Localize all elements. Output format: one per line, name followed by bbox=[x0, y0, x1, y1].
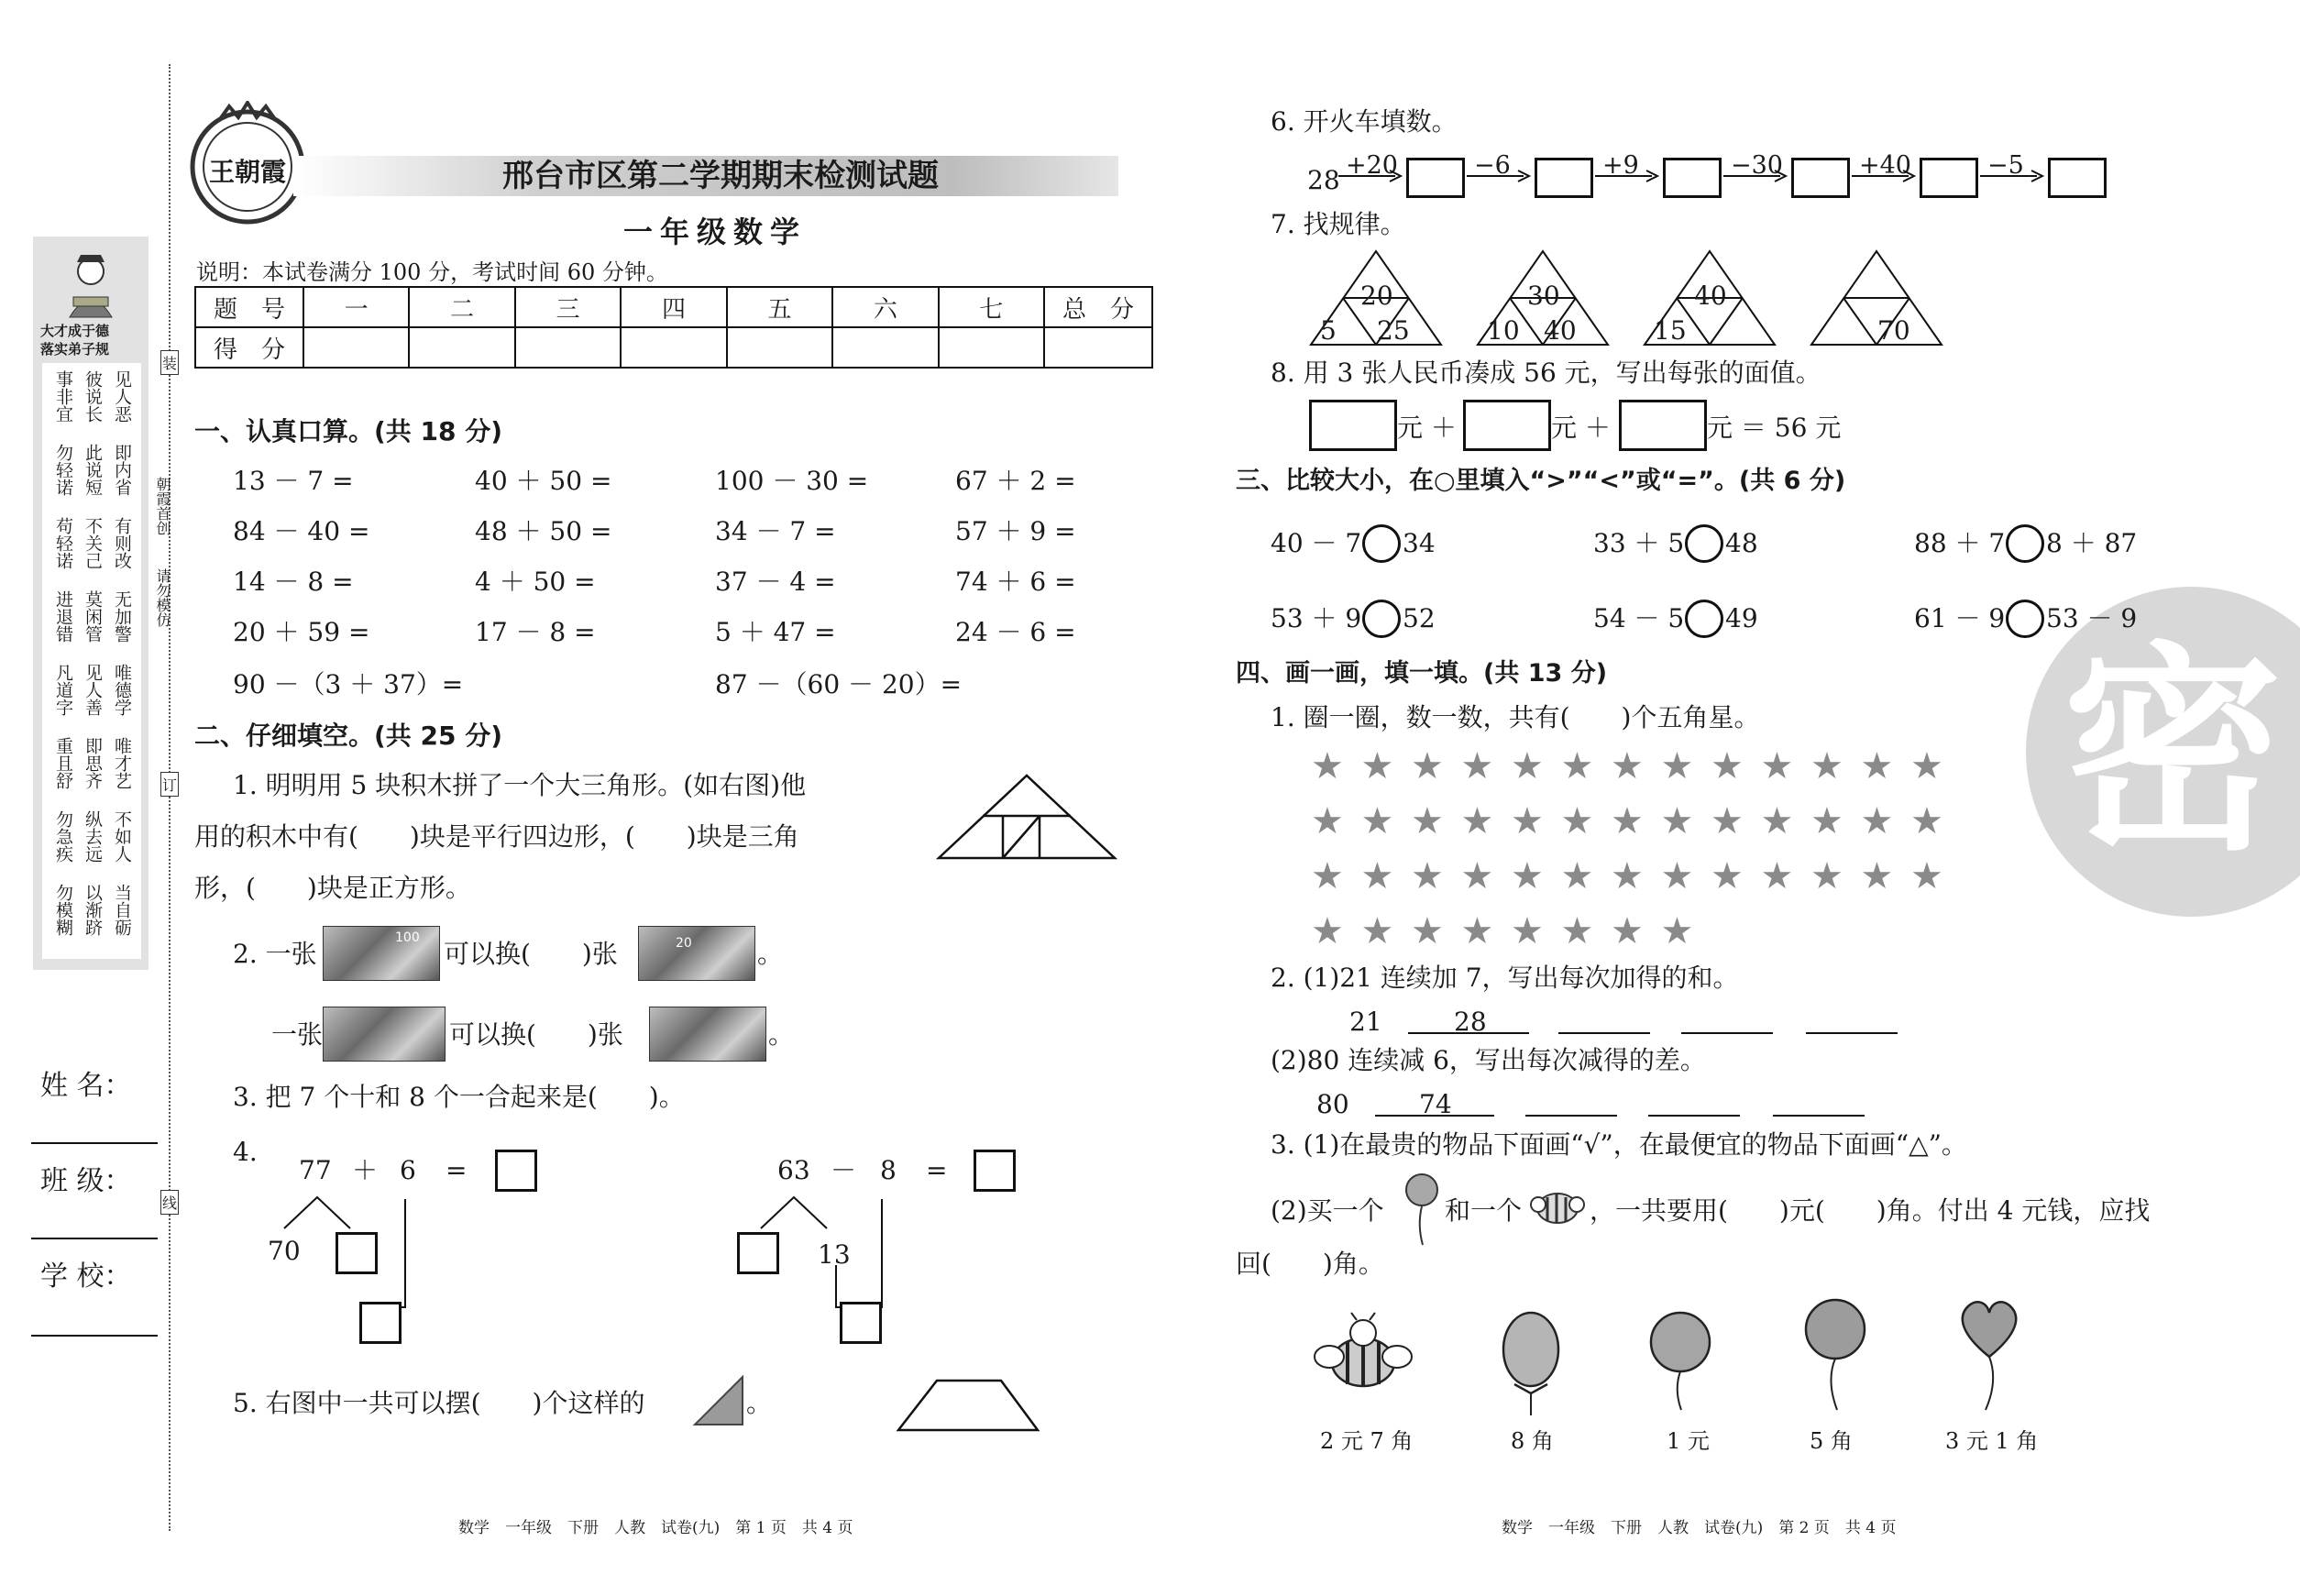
shop-question-b-4: 回( )角。 bbox=[1236, 1249, 1384, 1279]
calc-item: 20 ＋ 59 = bbox=[233, 617, 370, 647]
compare-circle[interactable] bbox=[2006, 600, 2044, 638]
motto-column: 即思齐 bbox=[83, 737, 103, 789]
star-icon: ★ bbox=[1560, 855, 1594, 897]
star-icon: ★ bbox=[1810, 800, 1843, 842]
star-icon: ★ bbox=[1660, 910, 1694, 952]
motto-column: 唯才艺 bbox=[112, 737, 132, 789]
seal-char-2: 订 bbox=[160, 772, 179, 797]
q8-unit-1: 元 ＋ bbox=[1397, 413, 1457, 443]
q1-line-1: 1. 明明用 5 块积木拼了一个大三角形。(如右图)他 bbox=[233, 770, 807, 800]
seq-a-blank[interactable] bbox=[1806, 1032, 1898, 1034]
bee-icon bbox=[1525, 1177, 1590, 1232]
train-arrow bbox=[1722, 163, 1789, 189]
dotted-binding-line bbox=[169, 64, 171, 1531]
price-label: 8 角 bbox=[1511, 1428, 1554, 1454]
compare-circle[interactable] bbox=[2006, 524, 2044, 563]
compare-left: 61 － 9 bbox=[1914, 603, 2006, 633]
star-icon: ★ bbox=[1810, 855, 1843, 897]
star-icon: ★ bbox=[1611, 855, 1644, 897]
train-box[interactable] bbox=[1920, 158, 1978, 198]
star-icon: ★ bbox=[1910, 800, 1943, 842]
score-header-cell: 四 bbox=[621, 287, 726, 327]
section-2-heading: 二、仔细填空。(共 25 分) bbox=[194, 721, 503, 751]
price-label: 3 元 1 角 bbox=[1945, 1428, 2039, 1454]
compare-right: 49 bbox=[1725, 603, 1758, 633]
flower-balloon-item-icon bbox=[1639, 1302, 1722, 1415]
q8-text: 8. 用 3 张人民币凑成 56 元，写出每张的面值。 bbox=[1271, 358, 1821, 388]
banknote-20-icon: 20 bbox=[638, 926, 755, 981]
star-icon: ★ bbox=[1511, 800, 1544, 842]
q2-line1-middle: 可以换( )张 bbox=[444, 939, 618, 969]
seq-question-b: (2)80 连续减 6，写出每次减得的差。 bbox=[1271, 1045, 1706, 1075]
seq-b-blank[interactable] bbox=[1773, 1115, 1865, 1117]
star-icon: ★ bbox=[1360, 855, 1394, 897]
train-operation: −5 bbox=[1987, 151, 2024, 180]
motto-column: 不关己 bbox=[83, 517, 103, 569]
motto-line-1: 大才成于德 bbox=[40, 323, 110, 339]
motto-column: 莫闲管 bbox=[83, 590, 103, 643]
star-icon: ★ bbox=[1411, 745, 1444, 787]
q4a-num1: 77 bbox=[299, 1155, 332, 1185]
right-triangle-tile-icon bbox=[691, 1373, 746, 1432]
compare-circle[interactable] bbox=[1362, 600, 1401, 638]
q4a-op: ＋ bbox=[352, 1155, 379, 1185]
q4b-result-box[interactable] bbox=[840, 1302, 882, 1344]
q4a-num2: 6 bbox=[400, 1155, 416, 1185]
seq-a-blank[interactable] bbox=[1681, 1032, 1773, 1034]
q8-box-1[interactable] bbox=[1309, 400, 1397, 451]
triangle-right-number: 40 bbox=[1544, 315, 1577, 346]
score-header-cell: 六 bbox=[832, 287, 938, 327]
compare-left: 33 ＋ 5 bbox=[1593, 528, 1685, 558]
train-arrow bbox=[1593, 163, 1661, 189]
triangle-top-number: 40 bbox=[1694, 281, 1727, 311]
compare-right: 48 bbox=[1725, 528, 1758, 558]
q8-unit-2: 元 ＋ bbox=[1551, 413, 1611, 443]
motto-column: 此说短 bbox=[83, 444, 103, 496]
calc-item: 5 ＋ 47 = bbox=[715, 617, 836, 647]
star-question: 1. 圈一圈，数一数，共有( )个五角星。 bbox=[1271, 702, 1760, 732]
side-note-1: 朝霞首创 bbox=[154, 477, 171, 535]
trapezoid-figure bbox=[895, 1375, 1041, 1437]
triangle-right-number: 25 bbox=[1377, 315, 1410, 346]
q3-text: 3. 把 7 个十和 8 个一合起来是( )。 bbox=[233, 1082, 685, 1112]
train-operation: +40 bbox=[1859, 151, 1911, 180]
score-table bbox=[194, 286, 1153, 369]
motto-column: 苟轻诺 bbox=[53, 517, 73, 569]
star-icon: ★ bbox=[1711, 855, 1744, 897]
train-arrow bbox=[1465, 163, 1533, 189]
calc-item: 13 － 7 = bbox=[233, 466, 354, 496]
school-field-label: 学 校： bbox=[40, 1260, 132, 1293]
score-cell[interactable] bbox=[515, 327, 621, 368]
calc-item: 74 ＋ 6 = bbox=[955, 567, 1076, 597]
banknote-100-icon: 100 bbox=[323, 926, 440, 981]
q8-box-2[interactable] bbox=[1463, 400, 1551, 451]
motto-column: 事非宜 bbox=[53, 370, 73, 423]
train-start: 28 bbox=[1307, 165, 1340, 195]
motto-column: 勿急疾 bbox=[53, 810, 73, 863]
round-balloon-icon bbox=[1799, 1293, 1872, 1415]
q4b-num2: 8 bbox=[880, 1155, 897, 1185]
train-box[interactable] bbox=[2048, 158, 2107, 198]
q5-text: 5. 右图中一共可以摆( )个这样的 bbox=[233, 1388, 645, 1418]
exam-title: 邢台市区第二学期期末检测试题 bbox=[502, 158, 939, 194]
star-icon: ★ bbox=[1611, 800, 1644, 842]
compare-right: 52 bbox=[1403, 603, 1436, 633]
q4a-eq: = bbox=[446, 1155, 468, 1185]
q4b-num1: 63 bbox=[777, 1155, 810, 1185]
seq-b-blank[interactable] bbox=[1648, 1115, 1740, 1117]
star-icon: ★ bbox=[1611, 910, 1644, 952]
section-4-heading: 四、画一画，填一填。(共 13 分) bbox=[1236, 659, 1608, 688]
motto-column: 唯德学 bbox=[112, 664, 132, 716]
star-icon: ★ bbox=[1311, 910, 1344, 952]
score-cell[interactable] bbox=[409, 327, 514, 368]
compare-left: 53 ＋ 9 bbox=[1271, 603, 1362, 633]
q8-unit-3: 元 ＝ 56 元 bbox=[1707, 413, 1842, 443]
motto-column: 不如人 bbox=[112, 810, 132, 863]
motto-column: 即内省 bbox=[112, 444, 132, 496]
heart-balloon-icon bbox=[1953, 1293, 2026, 1415]
star-icon: ★ bbox=[1860, 800, 1894, 842]
train-arrow bbox=[1978, 163, 2046, 189]
calc-item: 100 － 30 = bbox=[715, 466, 869, 496]
q4a-answer-box[interactable] bbox=[495, 1150, 537, 1192]
q4-label: 4. bbox=[233, 1137, 258, 1167]
star-icon: ★ bbox=[1460, 910, 1494, 952]
motto-column: 纵去远 bbox=[83, 810, 103, 863]
motto-column: 以渐跻 bbox=[83, 884, 103, 936]
motto-column: 见人恶 bbox=[112, 370, 132, 423]
score-header-cell: 总 分 bbox=[1044, 287, 1152, 327]
shop-question-a: 3. (1)在最贵的物品下面画“√”，在最便宜的物品下面画“△”。 bbox=[1271, 1129, 1967, 1160]
flower-balloon-icon bbox=[1401, 1170, 1443, 1250]
price-label: 5 角 bbox=[1810, 1428, 1853, 1454]
shop-question-b-1: (2)买一个 bbox=[1271, 1195, 1384, 1226]
q6-text: 6. 开火车填数。 bbox=[1271, 106, 1458, 137]
motto-line-2: 落实弟子规 bbox=[40, 341, 110, 358]
seal-char-1: 装 bbox=[160, 350, 179, 375]
motto-column: 重且舒 bbox=[53, 737, 73, 789]
q5-end: 。 bbox=[746, 1388, 773, 1418]
star-icon: ★ bbox=[1560, 745, 1594, 787]
motto-column: 彼说长 bbox=[83, 370, 103, 423]
section-3-heading: 三、比较大小，在○里填入“>”“<”或“=”。(共 6 分) bbox=[1236, 467, 1846, 495]
star-icon: ★ bbox=[1560, 800, 1594, 842]
train-operation: +20 bbox=[1346, 151, 1398, 180]
star-icon: ★ bbox=[1360, 910, 1394, 952]
triangle-top-number: 20 bbox=[1360, 281, 1393, 311]
exam-note: 说明：本试卷满分 100 分，考试时间 60 分钟。 bbox=[196, 259, 668, 285]
compare-right: 53 － 9 bbox=[2046, 603, 2138, 633]
price-label: 1 元 bbox=[1667, 1428, 1710, 1454]
train-operation: +9 bbox=[1602, 151, 1639, 180]
star-icon: ★ bbox=[1411, 910, 1444, 952]
star-icon: ★ bbox=[1860, 745, 1894, 787]
subject-title: 一年级数学 bbox=[623, 215, 808, 249]
q2-line1-end: 。 bbox=[757, 939, 784, 969]
score-header-cell: 五 bbox=[727, 287, 832, 327]
seq-a-blank[interactable] bbox=[1558, 1032, 1650, 1034]
star-icon: ★ bbox=[1360, 745, 1394, 787]
motto-text-box bbox=[42, 363, 141, 959]
score-cell[interactable] bbox=[832, 327, 938, 368]
star-icon: ★ bbox=[1760, 745, 1794, 787]
triangle-left-number: 5 bbox=[1320, 315, 1337, 346]
star-icon: ★ bbox=[1460, 800, 1494, 842]
shop-question-b-3: ，一共要用( )元( )角。付出 4 元钱，应找 bbox=[1590, 1195, 2151, 1226]
train-box[interactable] bbox=[1791, 158, 1850, 198]
train-arrow bbox=[1850, 163, 1918, 189]
motto-column: 无加警 bbox=[112, 590, 132, 643]
calc-item: 4 ＋ 50 = bbox=[475, 567, 596, 597]
motto-column: 有则改 bbox=[112, 517, 132, 569]
star-icon: ★ bbox=[1311, 800, 1344, 842]
score-cell[interactable] bbox=[727, 327, 832, 368]
seq-a-start: 21 bbox=[1349, 1007, 1382, 1037]
star-icon: ★ bbox=[1411, 855, 1444, 897]
calc-item: 14 － 8 = bbox=[233, 567, 354, 597]
train-operation: −30 bbox=[1731, 151, 1783, 180]
star-icon: ★ bbox=[1660, 800, 1694, 842]
seq-a-first: 28 bbox=[1454, 1007, 1487, 1037]
name-field-line[interactable] bbox=[31, 1142, 158, 1144]
compare-circle[interactable] bbox=[1685, 524, 1723, 563]
score-cell[interactable] bbox=[303, 327, 409, 368]
star-icon: ★ bbox=[1660, 855, 1694, 897]
score-header-cell: 三 bbox=[515, 287, 621, 327]
score-header-cell: 二 bbox=[409, 287, 514, 327]
compare-left: 88 ＋ 7 bbox=[1914, 528, 2006, 558]
compare-circle[interactable] bbox=[1685, 600, 1723, 638]
bee-item-icon bbox=[1313, 1311, 1414, 1397]
q2-line1-prefix: 2. 一张 bbox=[233, 939, 317, 969]
star-icon: ★ bbox=[1511, 745, 1544, 787]
block-triangle-figure bbox=[935, 770, 1118, 865]
star-icon: ★ bbox=[1460, 855, 1494, 897]
triangle-right-number: 70 bbox=[1877, 315, 1910, 346]
q4b-op: － bbox=[831, 1155, 857, 1185]
seq-b-blank[interactable] bbox=[1525, 1115, 1617, 1117]
calc-item: 24 － 6 = bbox=[955, 617, 1076, 647]
q4b-eq: = bbox=[926, 1155, 948, 1185]
calc-item: 57 ＋ 9 = bbox=[955, 516, 1076, 546]
calc-item: 84 － 40 = bbox=[233, 516, 370, 546]
triangle-left-number: 15 bbox=[1654, 315, 1687, 346]
q2-line2-prefix: 一张 bbox=[271, 1019, 324, 1050]
q8-box-3[interactable] bbox=[1619, 400, 1707, 451]
price-label: 2 元 7 角 bbox=[1320, 1428, 1414, 1454]
q4a-split-box[interactable] bbox=[336, 1232, 378, 1274]
calc-item: 48 ＋ 50 = bbox=[475, 516, 612, 546]
score-header-cell: 七 bbox=[939, 287, 1044, 327]
star-icon: ★ bbox=[1460, 745, 1494, 787]
calc-item: 90 －（3 ＋ 37）= bbox=[233, 669, 464, 699]
train-box[interactable] bbox=[1663, 158, 1722, 198]
train-arrow bbox=[1337, 163, 1404, 189]
shop-question-b-2: 和一个 bbox=[1445, 1195, 1523, 1226]
score-cell[interactable] bbox=[939, 327, 1044, 368]
star-icon: ★ bbox=[1910, 855, 1943, 897]
star-icon: ★ bbox=[1411, 800, 1444, 842]
star-icon: ★ bbox=[1660, 745, 1694, 787]
star-icon: ★ bbox=[1860, 855, 1894, 897]
side-note-2: 请勿模仿 bbox=[154, 568, 171, 627]
star-icon: ★ bbox=[1760, 800, 1794, 842]
pattern-triangle bbox=[1808, 248, 1945, 352]
compare-left: 40 － 7 bbox=[1271, 528, 1362, 558]
q1-line-2: 用的积木中有( )块是平行四边形，( )块是三角 bbox=[194, 821, 799, 852]
triangle-left-number: 10 bbox=[1487, 315, 1520, 346]
q4b-split-box[interactable] bbox=[737, 1232, 779, 1274]
seq-b-start: 80 bbox=[1316, 1089, 1349, 1119]
calc-item: 40 ＋ 50 = bbox=[475, 466, 612, 496]
compare-right: 8 ＋ 87 bbox=[2046, 528, 2138, 558]
motto-column: 见人善 bbox=[83, 664, 103, 716]
calc-item: 17 － 8 = bbox=[475, 617, 596, 647]
score-header-cell: 题 号 bbox=[195, 287, 303, 327]
star-icon: ★ bbox=[1560, 910, 1594, 952]
seal-char-3: 线 bbox=[160, 1190, 179, 1215]
motto-column: 凡道字 bbox=[53, 664, 73, 716]
page-1-footer: 数学 一年级 下册 人教 试卷(九) 第 1 页 共 4 页 bbox=[458, 1519, 853, 1537]
section-1-heading: 一、认真口算。(共 18 分) bbox=[194, 416, 503, 446]
banknote-small-icon bbox=[649, 1007, 766, 1062]
train-box[interactable] bbox=[1406, 158, 1465, 198]
calc-item: 67 ＋ 2 = bbox=[955, 466, 1076, 496]
calc-item: 87 －（60 － 20）= bbox=[715, 669, 963, 699]
motto-column: 当自砺 bbox=[112, 884, 132, 936]
oval-balloon-icon bbox=[1494, 1307, 1568, 1421]
star-icon: ★ bbox=[1511, 910, 1544, 952]
q4a-split-value: 70 bbox=[268, 1236, 301, 1266]
seq-question-a: 2. (1)21 连续加 7，写出每次加得的和。 bbox=[1271, 963, 1739, 993]
compare-circle[interactable] bbox=[1362, 524, 1401, 563]
star-icon: ★ bbox=[1511, 855, 1544, 897]
calc-item: 34 － 7 = bbox=[715, 516, 836, 546]
school-field-line[interactable] bbox=[31, 1335, 158, 1337]
compare-right: 34 bbox=[1403, 528, 1436, 558]
q2-line2-end: 。 bbox=[768, 1019, 795, 1050]
star-icon: ★ bbox=[1711, 745, 1744, 787]
watermark-text: 密 bbox=[2063, 623, 2283, 880]
motto-column: 进退错 bbox=[53, 590, 73, 643]
q4b-split-value: 13 bbox=[818, 1239, 851, 1270]
q1-line-3: 形，( )块是正方形。 bbox=[194, 873, 471, 903]
seq-b-first: 74 bbox=[1419, 1089, 1452, 1119]
scholar-figure-icon bbox=[61, 246, 121, 319]
class-field-label: 班 级： bbox=[40, 1165, 132, 1197]
score-cell[interactable] bbox=[1044, 327, 1152, 368]
score-header-cell: 一 bbox=[303, 287, 409, 327]
star-icon: ★ bbox=[1760, 855, 1794, 897]
star-icon: ★ bbox=[1910, 745, 1943, 787]
score-row-label: 得 分 bbox=[195, 327, 303, 368]
train-box[interactable] bbox=[1535, 158, 1593, 198]
triangle-top-number: 30 bbox=[1527, 281, 1560, 311]
q7-text: 7. 找规律。 bbox=[1271, 209, 1406, 239]
name-field-label: 姓 名： bbox=[40, 1070, 132, 1102]
score-cell[interactable] bbox=[621, 327, 726, 368]
motto-panel bbox=[33, 237, 149, 970]
calc-item: 37 － 4 = bbox=[715, 567, 836, 597]
star-icon: ★ bbox=[1311, 745, 1344, 787]
star-icon: ★ bbox=[1360, 800, 1394, 842]
star-icon: ★ bbox=[1311, 855, 1344, 897]
q4b-answer-box[interactable] bbox=[974, 1150, 1016, 1192]
star-icon: ★ bbox=[1810, 745, 1843, 787]
logo-text: 王朝霞 bbox=[208, 157, 286, 187]
star-icon: ★ bbox=[1611, 745, 1644, 787]
motto-column: 勿模糊 bbox=[53, 884, 73, 936]
q4a-result-box[interactable] bbox=[359, 1302, 402, 1344]
logo-badge bbox=[183, 101, 312, 229]
train-operation: −6 bbox=[1474, 151, 1511, 180]
star-icon: ★ bbox=[1711, 800, 1744, 842]
page-2-footer: 数学 一年级 下册 人教 试卷(九) 第 2 页 共 4 页 bbox=[1502, 1519, 1897, 1537]
compare-left: 54 － 5 bbox=[1593, 603, 1685, 633]
motto-column: 勿轻诺 bbox=[53, 444, 73, 496]
banknote-portrait-icon bbox=[323, 1007, 446, 1062]
q2-line2-middle: 可以换( )张 bbox=[449, 1019, 623, 1050]
class-field-line[interactable] bbox=[31, 1238, 158, 1239]
